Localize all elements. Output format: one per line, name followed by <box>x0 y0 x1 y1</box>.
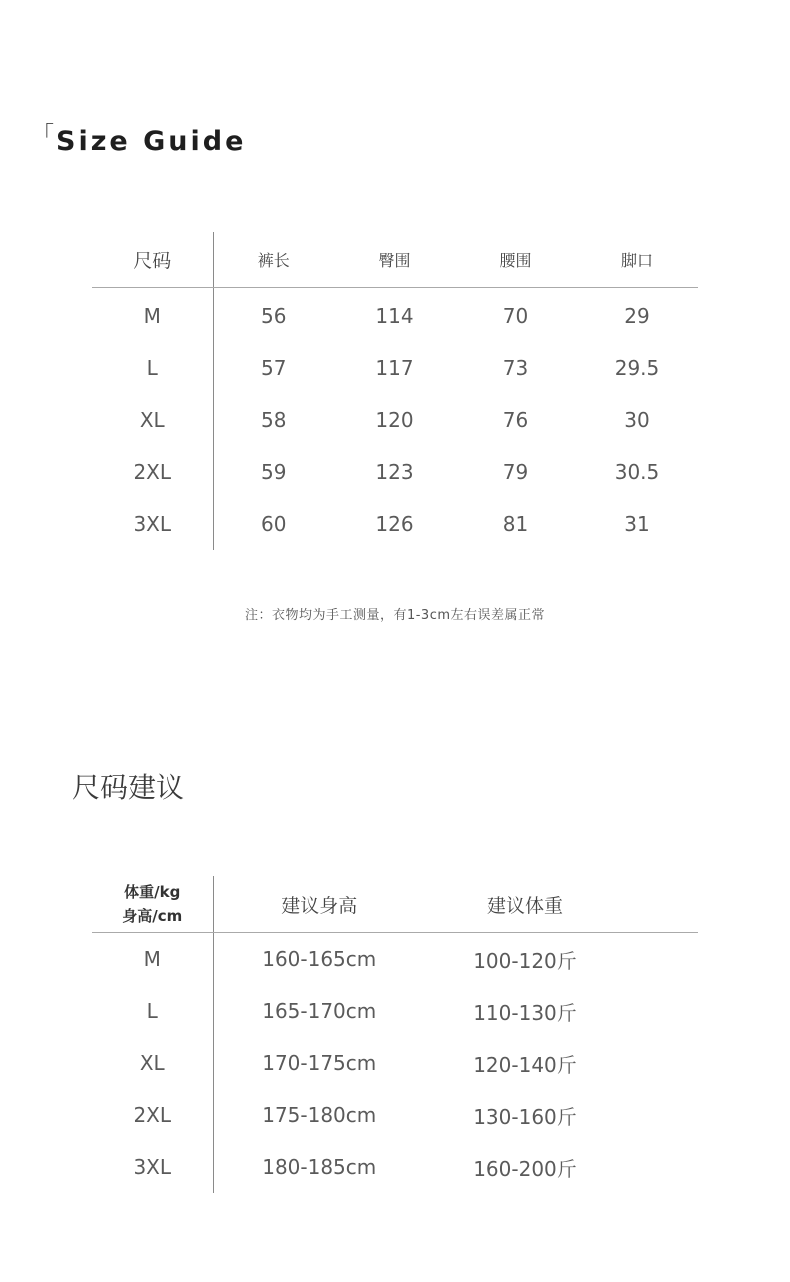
table-row <box>92 1089 698 1141</box>
header-leg-opening: 脚口 <box>576 232 698 288</box>
header-suggested-height: 建议身高 <box>213 876 425 933</box>
header-pants-length: 裤长 <box>213 232 334 288</box>
size-cell: M <box>92 933 213 986</box>
waist-cell: 73 <box>502 356 529 380</box>
leg-opening-cell: 30 <box>624 408 650 432</box>
header-waist: 腰围 <box>455 232 576 288</box>
header-weight-label: 体重/kg <box>124 883 181 901</box>
header-suggested-weight: 建议体重 <box>425 876 625 933</box>
pants-length-cell: 57 <box>261 356 287 380</box>
size-cell: XL <box>92 394 213 446</box>
size-measurement-table <box>92 232 698 550</box>
size-cell: L <box>92 985 213 1037</box>
size-cell: 3XL <box>92 1141 213 1193</box>
weight-cell: 160-200斤 <box>473 1156 577 1181</box>
table-header-row <box>92 876 698 933</box>
size-cell: 2XL <box>92 446 213 498</box>
waist-cell: 79 <box>502 460 529 484</box>
table-row <box>92 985 698 1037</box>
table-row <box>92 288 698 343</box>
waist-cell: 70 <box>502 304 529 328</box>
hip-cell: 123 <box>375 460 414 484</box>
size-cell: XL <box>92 1037 213 1089</box>
pants-length-cell: 56 <box>261 304 287 328</box>
height-cell: 180-185cm <box>262 1155 377 1179</box>
header-size: 尺码 <box>92 232 213 288</box>
table-row <box>92 446 698 498</box>
recommendation-title: 尺码建议 <box>72 771 185 804</box>
hip-cell: 120 <box>375 408 414 432</box>
weight-cell: 130-160斤 <box>473 1104 577 1129</box>
size-guide-title <box>32 118 246 157</box>
leg-opening-cell: 31 <box>624 512 650 536</box>
leg-opening-cell: 30.5 <box>614 460 660 484</box>
title-bracket: 「 <box>32 123 55 148</box>
size-cell: L <box>92 342 213 394</box>
size-cell: 2XL <box>92 1089 213 1141</box>
height-cell: 175-180cm <box>262 1103 377 1127</box>
header-height-label: 身高/cm <box>122 907 183 925</box>
table-row <box>92 342 698 394</box>
table-row <box>92 1141 698 1193</box>
weight-cell: 120-140斤 <box>473 1052 577 1077</box>
table-row <box>92 394 698 446</box>
size-recommendation-table <box>92 876 698 1193</box>
pants-length-cell: 58 <box>261 408 287 432</box>
weight-cell: 110-130斤 <box>473 1000 577 1025</box>
weight-cell: 100-120斤 <box>473 948 577 973</box>
height-cell: 170-175cm <box>262 1051 377 1075</box>
leg-opening-cell: 29.5 <box>614 356 660 380</box>
table-row <box>92 498 698 550</box>
height-cell: 165-170cm <box>262 999 377 1023</box>
pants-length-cell: 60 <box>261 512 287 536</box>
header-spacer <box>625 876 698 933</box>
header-weight-height <box>92 876 213 933</box>
size-cell: M <box>92 288 213 343</box>
hip-cell: 117 <box>375 356 414 380</box>
hip-cell: 114 <box>375 304 414 328</box>
leg-opening-cell: 29 <box>624 304 650 328</box>
measurement-note: 注：衣物均为手工测量，有1-3cm左右误差属正常 <box>244 608 546 623</box>
table-header-row <box>92 232 698 288</box>
header-hip: 臀围 <box>334 232 455 288</box>
hip-cell: 126 <box>375 512 414 536</box>
size-guide-title-text: Size Guide <box>56 126 247 157</box>
pants-length-cell: 59 <box>261 460 287 484</box>
waist-cell: 76 <box>502 408 529 432</box>
table-row <box>92 1037 698 1089</box>
waist-cell: 81 <box>502 512 529 536</box>
height-cell: 160-165cm <box>262 947 377 971</box>
table-row <box>92 933 698 986</box>
size-cell: 3XL <box>92 498 213 550</box>
